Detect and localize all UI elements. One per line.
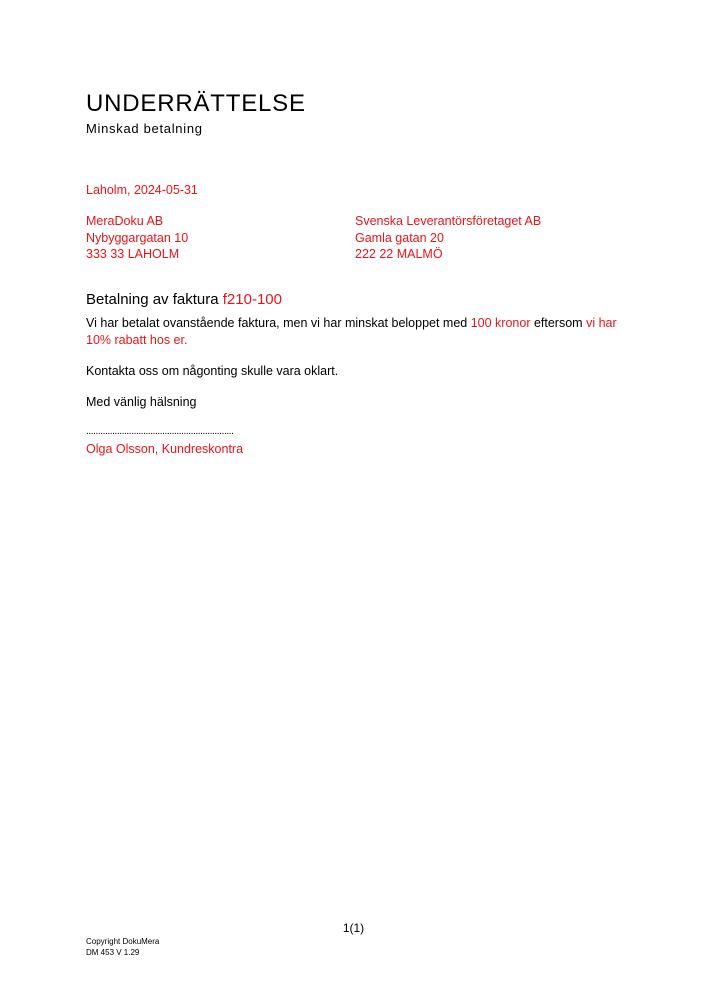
invoice-number: f210-100 <box>222 291 282 308</box>
reduction-amount: 100 kronor <box>470 316 531 330</box>
sender-street: Nybyggargatan 10 <box>86 231 189 245</box>
document-title: UNDERRÄTTELSE <box>86 90 306 117</box>
signatory-name: Olga Olsson, Kundreskontra <box>86 442 244 456</box>
recipient-postal: 222 22 MALMÖ <box>355 247 443 261</box>
recipient-name: Svenska Leverantörsföretaget AB <box>355 214 542 228</box>
closing-text: Med vänlig hälsning <box>86 395 197 409</box>
letter-heading <box>86 291 282 309</box>
footer-version: DM 453 V 1.29 <box>86 948 140 957</box>
contact-text: Kontakta oss om någonting skulle vara oklart. <box>86 364 339 378</box>
sender-postal: 333 33 LAHOLM <box>86 247 180 261</box>
footer-copyright: Copyright DokuMera <box>86 937 160 946</box>
body-part2: eftersom <box>530 316 587 330</box>
place-date: Laholm, 2024-05-31 <box>86 183 198 197</box>
recipient-street: Gamla gatan 20 <box>355 231 444 245</box>
heading-prefix: Betalning av faktura <box>86 291 223 308</box>
letter-body <box>86 315 631 349</box>
reduction-reason: vi har 10% rabatt hos er. <box>86 316 617 347</box>
document-subtitle: Minskad betalning <box>86 121 203 136</box>
page-number: 1(1) <box>342 921 365 935</box>
signature-line: .............................................................. <box>86 426 234 437</box>
sender-name: MeraDoku AB <box>86 214 164 228</box>
body-part1: Vi har betalat ovanstående faktura, men vi har minskat beloppet med <box>86 316 471 330</box>
